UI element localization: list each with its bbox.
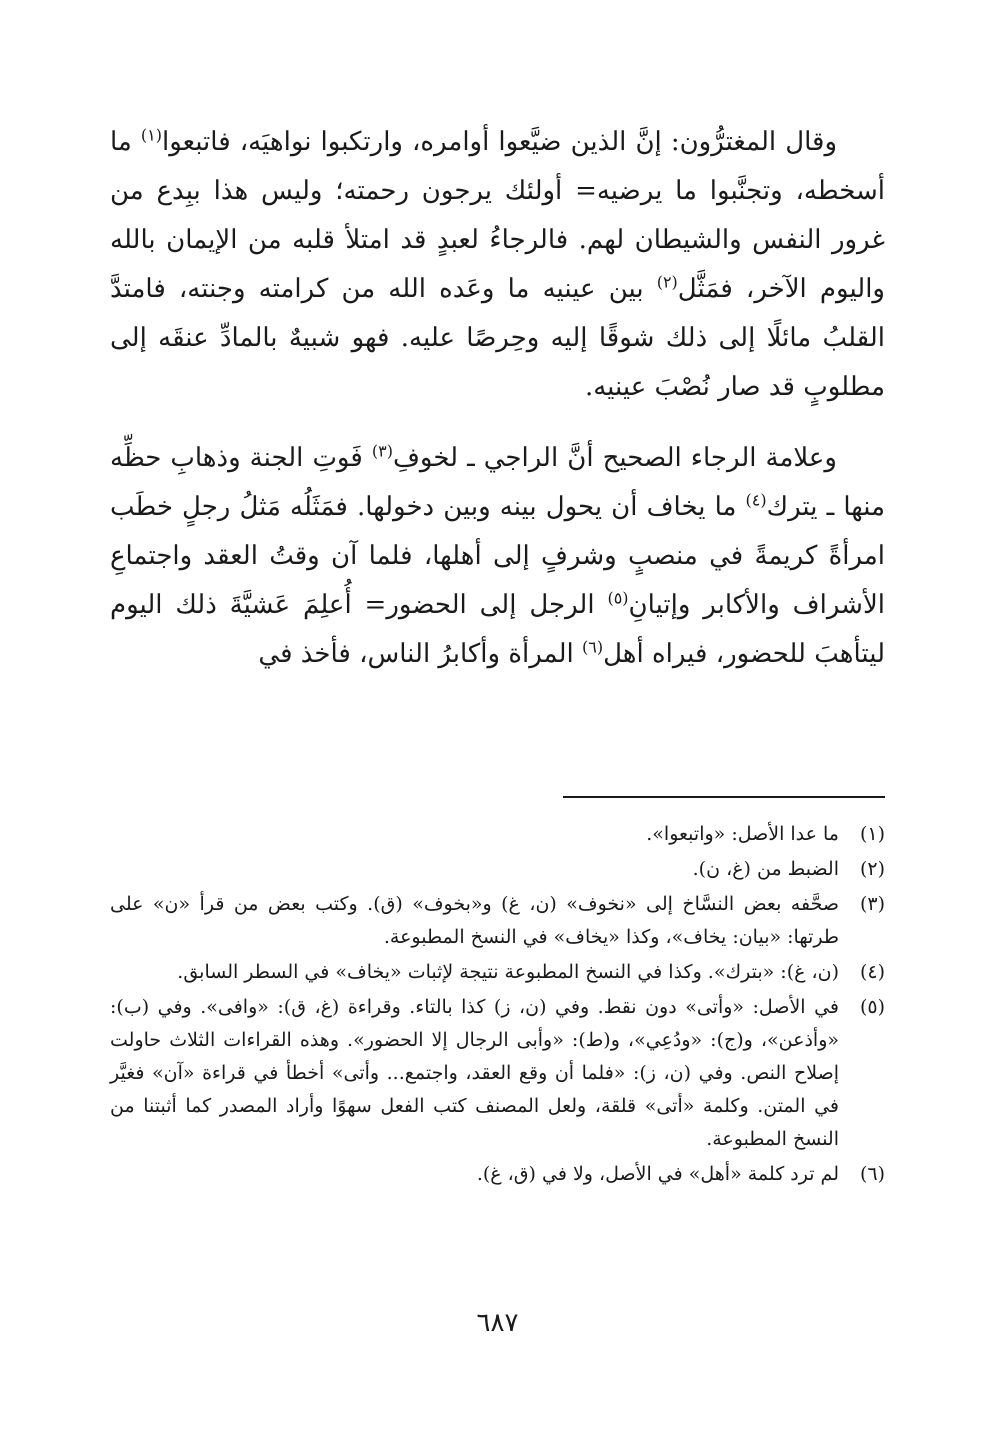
- footnote-ref-6[interactable]: (٦): [582, 637, 604, 657]
- text-span: ما أسخطه، وتجنَّبوا ما يرضيه= أولئك يرجون رحمته؛ وليس هذا ببِدع من غرور النفس والشيطان لهم. فالرجاءُ لعبدٍ قد امتلأ قلبه من الإيمان بالله واليوم الآخر، فمَثَّل: [110, 127, 885, 304]
- footnote-number: (٣): [859, 893, 885, 915]
- footnote-ref-1[interactable]: (١): [140, 125, 163, 145]
- text-span: ما يخاف أن يحول بينه وبين دخولها. فمَثَلُه مَثلُ رجلٍ خطَب امرأةً كريمةً في منصبٍ وشرفٍ إلى أهلها، فلما آن وقتُ العقد واجتماعِ الأشراف والأكابر وإتيانِ: [110, 492, 885, 620]
- text-span: وعلامة الرجاء الصحيح أنَّ الراجي ـ لخوفِ: [392, 443, 837, 473]
- footnote-text: في الأصل: «وأتى» دون نقط. وفي (ن، ز) كذا بالتاء. وقراءة (غ، ق): «وافى». وفي (ب): «وأذعن»، و(ج): «ودُعِي»، و(ط): «وأبى الرجال إلا الحضور». وهذه القراءات الثلاث حاولت إصلاح النص. وفي (ن، ز): «فلما أن وقع العقد، واجتمع... وأتى» أخطأ في قراءة «آن» فغيَّر في المتن. وكلمة «أتى» قلقة، ولعل المصنف كتب الفعل سهوًا وأراد المصدر كما أثبتنا من النسخ المطبوعة.: [110, 996, 839, 1150]
- footnote-number: (١): [859, 823, 885, 845]
- paragraph-2: [110, 434, 885, 679]
- footnote-text: الضبط من (غ، ن).: [692, 858, 839, 880]
- text-span: المرأة وأكابرُ الناس، فأخذ في: [258, 639, 582, 669]
- main-text: [110, 118, 885, 679]
- footnote-3: [110, 888, 885, 954]
- page-number: ٦٨٧: [476, 1308, 519, 1338]
- footnote-ref-5[interactable]: (٥): [607, 588, 629, 608]
- footnote-6: [110, 1158, 885, 1191]
- footnote-divider: [563, 796, 885, 798]
- footnote-ref-2[interactable]: (٢): [656, 272, 678, 292]
- book-page: [110, 118, 885, 1418]
- text-span: بين عينيه ما وعَده الله من كرامته وجنته، فامتدَّ القلبُ مائلًا إلى ذلك شوقًا إليه وحِرصًا عليه. فهو شبيهٌ بالمادِّ عنقَه إلى مطلوبٍ قد صار نُصْبَ عينيه.: [110, 274, 885, 402]
- text-span: الرجل إلى الحضور= أُعلِمَ عَشيَّةَ ذلك اليوم ليتأهبَ للحضور، فيراه أهل: [110, 590, 885, 669]
- footnote-number: (٤): [859, 961, 885, 983]
- text-span: فَوتِ الجنة وذهابِ حظِّه منها ـ يترك: [110, 443, 885, 522]
- footnote-ref-3[interactable]: (٣): [371, 441, 393, 461]
- footnote-4: [110, 956, 885, 989]
- paragraph-1: [110, 118, 885, 412]
- footnote-text: صحَّفه بعض النسَّاخ إلى «نخوف» (ن، غ) و«بخوف» (ق). وكتب بعض من قرأ «ن» على طرتها: «بيان: يخاف»، وكذا «يخاف» في النسخ المطبوعة.: [110, 893, 839, 948]
- footnote-text: (ن، غ): «بترك». وكذا في النسخ المطبوعة نتيجة لإثبات «يخاف» في السطر السابق.: [177, 961, 839, 983]
- footnote-text: ما عدا الأصل: «واتبعوا».: [646, 823, 839, 845]
- footnote-number: (٥): [859, 996, 885, 1018]
- footnote-5: [110, 991, 885, 1156]
- footnote-number: (٦): [859, 1163, 885, 1185]
- footnote-2: [110, 853, 885, 886]
- text-span: وقال المغترُّون: إنَّ الذين ضيَّعوا أوامره، وارتكبوا نواهيَه، فاتبعوا: [162, 127, 838, 157]
- footnote-ref-4[interactable]: (٤): [745, 490, 767, 510]
- footnote-number: (٢): [859, 858, 885, 880]
- footnotes-list: [110, 818, 885, 1193]
- footnote-1: [110, 818, 885, 851]
- footnote-text: لم ترد كلمة «أهل» في الأصل، ولا في (ق، غ).: [476, 1163, 839, 1185]
